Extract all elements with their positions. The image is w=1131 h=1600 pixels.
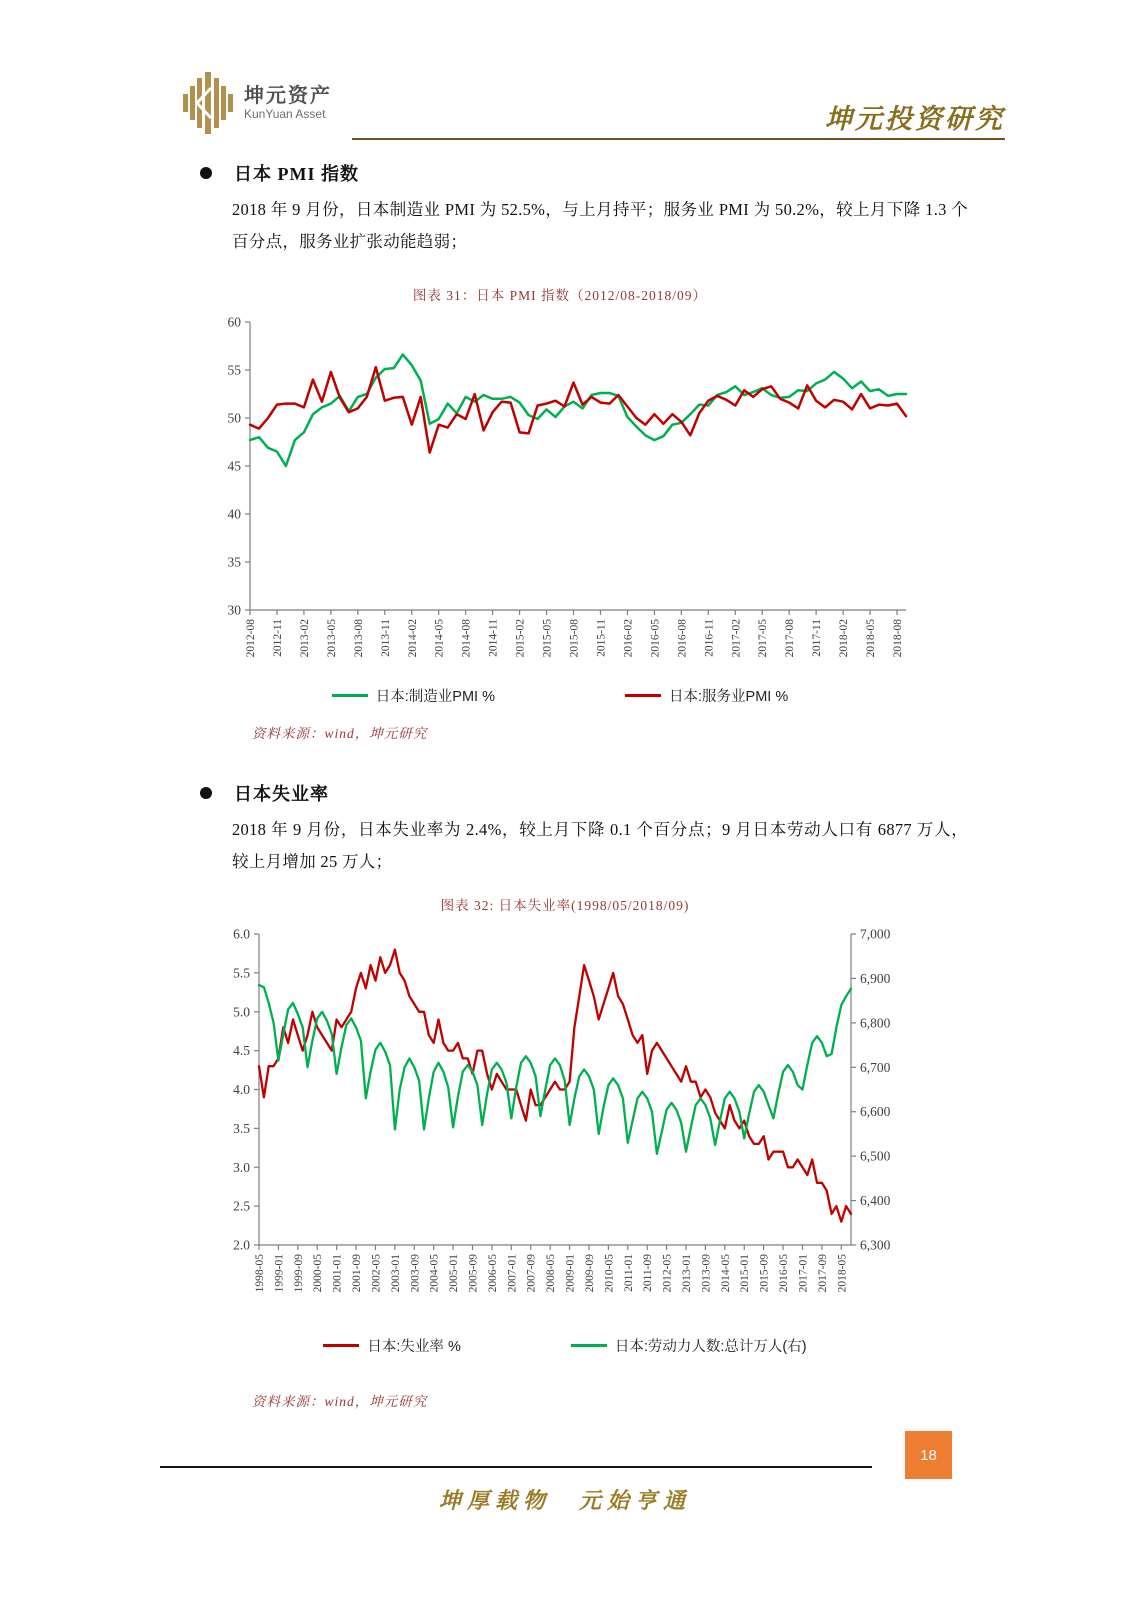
y-axis-tick-label: 30: [227, 602, 241, 618]
x-axis-tick-label: 2016-05: [778, 1254, 791, 1293]
x-axis-tick-label: 2003-09: [409, 1254, 422, 1293]
y-axis-tick-label: 50: [227, 410, 241, 426]
x-axis-tick-label: 2016-11: [703, 619, 716, 657]
y-axis-tick-label: 6,700: [860, 1059, 891, 1075]
y-axis-tick-label: 6.0: [233, 926, 250, 942]
x-axis-tick-label: 1999-01: [273, 1254, 286, 1293]
x-axis-tick-label: 2005-01: [448, 1254, 461, 1293]
x-axis-tick-label: 2018-02: [838, 619, 851, 658]
section-1-paragraph: 2018 年 9 月份，日本制造业 PMI 为 52.5%，与上月持平；服务业 PMI 为 50.2%，较上月下降 1.3 个百分点，服务业扩张动能趋弱；: [232, 200, 968, 252]
x-axis-tick-label: 2014-08: [460, 619, 473, 658]
y-axis-tick-label: 45: [227, 458, 241, 474]
x-axis-tick-label: 2018-08: [892, 619, 905, 658]
chart-canvas: [215, 920, 915, 1328]
kunyuan-logo-icon: [182, 72, 234, 134]
x-axis-tick-label: 2015-11: [595, 619, 608, 657]
x-axis-tick-label: 2001-09: [351, 1254, 364, 1293]
logo-name-cn: 坤元资产: [244, 84, 332, 107]
x-axis-tick-label: 2009-01: [564, 1254, 577, 1293]
x-axis-tick-label: 2013-02: [298, 619, 311, 658]
section-2-paragraph: 2018 年 9 月份，日本失业率为 2.4%，较上月下降 0.1 个百分点；9 月日本劳动人口有 6877 万人，较上月增加 25 万人；: [232, 820, 968, 872]
y-axis-tick-label: 3.5: [233, 1120, 250, 1136]
y-axis-tick-label: 60: [227, 314, 241, 330]
company-logo: [182, 72, 332, 140]
x-axis-tick-label: 2014-02: [406, 619, 419, 658]
section-1-heading: [200, 160, 359, 186]
y-axis-tick-label: 2.5: [233, 1198, 250, 1214]
x-axis-tick-label: 2015-08: [568, 619, 581, 658]
x-axis-tick-label: 2007-01: [506, 1254, 519, 1293]
y-axis-tick-label: 6,300: [860, 1237, 891, 1253]
legend-label: 日本:服务业PMI %: [669, 689, 789, 705]
page-number-badge: 18: [905, 1431, 952, 1479]
figure-32-source: 资料来源：wind，坤元研究: [252, 1394, 428, 1409]
legend-item: [625, 685, 788, 706]
figure-31: [210, 284, 910, 706]
figure-31-title: 图表 31：日本 PMI 指数（2012/08-2018/09）: [412, 288, 708, 303]
x-axis-tick-label: 2013-01: [681, 1254, 694, 1293]
x-axis-tick-label: 1999-09: [292, 1254, 305, 1293]
y-axis-tick-label: 35: [227, 554, 241, 570]
pmi-chart-legend: [210, 685, 910, 706]
y-axis-tick-label: 6,900: [860, 970, 891, 986]
x-axis-tick-label: 2013-11: [379, 619, 392, 657]
y-axis-tick-label: 6,800: [860, 1015, 891, 1031]
legend-label: 日本:制造业PMI %: [375, 689, 495, 705]
x-axis-tick-label: 2014-05: [433, 619, 446, 658]
x-axis-tick-label: 2000-05: [312, 1254, 325, 1293]
legend-line-swatch: [332, 694, 368, 697]
x-axis-tick-label: 2016-02: [622, 619, 635, 658]
figure-31-source: 资料来源：wind，坤元研究: [252, 726, 428, 741]
legend-item: [323, 1335, 460, 1356]
x-axis-tick-label: 2013-08: [352, 619, 365, 658]
x-axis-tick-label: 2015-01: [739, 1254, 752, 1293]
x-axis-tick-label: 2001-01: [331, 1254, 344, 1293]
x-axis-tick-label: 2015-02: [514, 619, 527, 658]
y-axis-tick-label: 55: [227, 362, 241, 378]
y-axis-tick-label: 3.0: [233, 1159, 250, 1175]
x-axis-tick-label: 2002-05: [370, 1254, 383, 1293]
x-axis-tick-label: 2006-05: [486, 1254, 499, 1293]
y-axis-tick-label: 5.5: [233, 965, 250, 981]
footer-motto: 坤厚载物 元始亨通: [438, 1488, 691, 1513]
legend-label: 日本:劳动力人数:总计万人(右): [614, 1339, 807, 1355]
header-rule: [352, 97, 1005, 140]
y-axis-tick-label: 6,600: [860, 1104, 891, 1120]
y-axis-tick-label: 6,500: [860, 1148, 891, 1164]
x-axis-tick-label: 2017-02: [730, 619, 743, 658]
section-2-heading: [200, 780, 329, 806]
footer-rule: [160, 1466, 872, 1468]
series-line: [259, 950, 851, 1222]
x-axis-tick-label: 2009-09: [583, 1254, 596, 1293]
x-axis-tick-label: 2010-05: [603, 1254, 616, 1293]
x-axis-tick-label: 2013-05: [325, 619, 338, 658]
x-axis-tick-label: 2003-01: [389, 1254, 402, 1293]
series-line: [259, 985, 851, 1154]
x-axis-tick-label: 2011-09: [642, 1254, 655, 1292]
x-axis-tick-label: 2015-05: [541, 619, 554, 658]
legend-item: [332, 685, 495, 706]
x-axis-tick-label: 2016-08: [676, 619, 689, 658]
legend-line-swatch: [571, 1344, 607, 1347]
x-axis-tick-label: 2017-01: [797, 1254, 810, 1293]
section-1-title: 日本 PMI 指数: [234, 164, 359, 184]
y-axis-tick-label: 4.5: [233, 1043, 250, 1059]
x-axis-tick-label: 2011-01: [622, 1254, 635, 1292]
section-2-title: 日本失业率: [234, 784, 329, 804]
pmi-chart: [210, 310, 910, 683]
x-axis-tick-label: 2007-09: [525, 1254, 538, 1293]
y-axis-tick-label: 2.0: [233, 1237, 250, 1253]
x-axis-tick-label: 1998-05: [254, 1254, 266, 1293]
y-axis-tick-label: 7,000: [860, 926, 891, 942]
x-axis-tick-label: 2004-05: [428, 1254, 441, 1293]
legend-label: 日本:失业率 %: [367, 1339, 461, 1355]
bullet-icon: [200, 167, 212, 179]
legend-line-swatch: [625, 694, 661, 697]
x-axis-tick-label: 2015-09: [758, 1254, 771, 1293]
x-axis-tick-label: 2016-05: [649, 619, 662, 658]
y-axis-tick-label: 5.0: [233, 1004, 250, 1020]
x-axis-tick-label: 2018-05: [836, 1254, 849, 1293]
x-axis-tick-label: 2017-11: [811, 619, 824, 657]
x-axis-tick-label: 2017-09: [816, 1254, 829, 1293]
figure-32: [215, 894, 915, 1356]
unemployment-chart-legend: [215, 1335, 915, 1356]
logo-name-en: KunYuan Asset: [244, 106, 326, 121]
unemployment-chart: [215, 920, 915, 1333]
legend-line-swatch: [323, 1344, 359, 1347]
legend-item: [571, 1335, 807, 1356]
page-header: [182, 72, 1005, 140]
x-axis-tick-label: 2014-05: [719, 1254, 732, 1293]
x-axis-tick-label: 2017-08: [784, 619, 797, 658]
y-axis-tick-label: 6,400: [860, 1193, 891, 1209]
x-axis-tick-label: 2014-11: [487, 619, 500, 657]
y-axis-tick-label: 40: [227, 506, 241, 522]
x-axis-tick-label: 2018-05: [865, 619, 878, 658]
x-axis-tick-label: 2012-11: [271, 619, 284, 657]
x-axis-tick-label: 2005-09: [467, 1254, 480, 1293]
x-axis-tick-label: 2013-09: [700, 1254, 713, 1293]
report-series-title: 坤元投资研究: [825, 104, 1005, 134]
y-axis-tick-label: 4.0: [233, 1082, 250, 1097]
x-axis-tick-label: 2012-05: [661, 1254, 674, 1293]
series-line: [250, 367, 906, 453]
x-axis-tick-label: 2017-05: [757, 619, 770, 658]
x-axis-tick-label: 2012-08: [245, 619, 257, 658]
bullet-icon: [200, 787, 212, 799]
figure-32-title: 图表 32: 日本失业率(1998/05/2018/09): [440, 898, 690, 913]
chart-canvas: [210, 310, 910, 678]
x-axis-tick-label: 2008-05: [545, 1254, 558, 1293]
